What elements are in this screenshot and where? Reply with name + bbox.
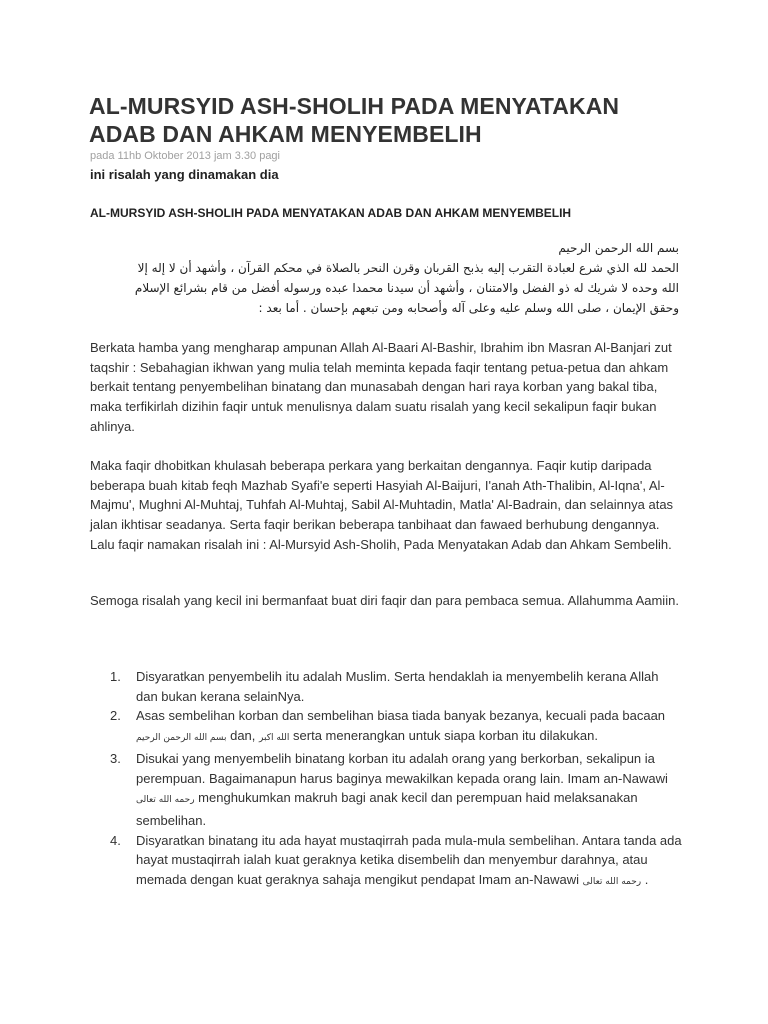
list-item	[90, 749, 682, 831]
subtitle: AL-MURSYID ASH-SHOLIH PADA MENYATAKAN ADAB DAN AHKAM MENYEMBELIH	[90, 206, 572, 220]
list-item	[90, 706, 682, 748]
paragraph-prayer: Semoga risalah yang kecil ini bermanfaat buat diri faqir dan para pembaca semua. Allahumma Aamiin.	[90, 593, 679, 608]
list-number: 2.	[110, 708, 121, 724]
list-item	[90, 667, 682, 706]
arabic-basmala: بسم الله الرحمن الرحيم	[558, 241, 679, 255]
list-text: Asas sembelihan korban dan sembelihan biasa tiada banyak bezanya, kecuali pada bacaan	[136, 708, 666, 724]
arabic-line: الله وحده لا شريك له ذو الفضل والامتنان ، وأشهد أن سيدنا محمدا عبده ورسوله أفضل من قام بشرائع الإسلام	[134, 281, 679, 295]
list-text: Disyaratkan penyembelih itu adalah Muslim. Serta hendaklah ia menyembelih kerana Allah dan bukan kerana selainNya.	[136, 669, 659, 704]
list-text: Disyaratkan binatang itu ada hayat mustaqirrah pada mula-mula sembelihan. Antara tanda ada hayat mustaqirrah ialah kuat geraknya ketika disembelih dan menyembur darahnya, atau memada dengan kuat geraknya sahaja mengikut pendapat Imam an-Nawawi	[136, 832, 682, 888]
arabic-line: وحقق الإيمان ، صلى الله وسلم عليه وعلى آله وأصحابه ومن تبعهم بإحسان . أما بعد :	[258, 301, 679, 315]
article-title: AL-MURSYID ASH-SHOLIH PADA MENYATAKAN ADAB DAN AHKAM MENYEMBELIH	[89, 93, 620, 147]
intro-line: ini risalah yang dinamakan dia	[90, 167, 279, 182]
paragraph-author: Berkata hamba yang mengharap ampunan Allah Al-Baari Al-Bashir, Ibrahim ibn Masran Al-Banjari zut taqshir : Sebahagian ikhwan yang mulia telah meminta kepada faqir tentang petua-petua dan ahkam berkait tentang penyembelihan binatang dan munasabah dengan hari raya korban yang bakal tiba, maka terfikirlah dizihin faqir untuk menulisnya dalam suatu risalah yang kecil sekalipun faqir bukan ahlinya.	[90, 340, 672, 434]
list-number: 3.	[110, 750, 121, 766]
arabic-inline: الله اكبر	[259, 733, 290, 744]
arabic-inline: رحمه الله تعالى	[582, 877, 642, 888]
arabic-inline: رحمه الله تعالى	[136, 795, 195, 806]
arabic-line: الحمد لله الذي شرع لعبادة التقرب إليه بذبح القربان وقرن النحر بالصلاة في محكم القرآن ، وأشهد أن لا إله إلا	[137, 261, 679, 275]
arabic-inline: بسم الله الرحمن الرحيم	[136, 733, 227, 744]
paragraph-sources: Maka faqir dhobitkan khulasah beberapa perkara yang berkaitan dengannya. Faqir kutip daripada beberapa buah kitab feqh Mazhab Syafi'e seperti Hasyiah Al-Baijuri, I'anah Ath-Thalibin, Al-Iqna', Al-Majmu', Mughni Al-Muhtaj, Tuhfah Al-Muhtaj, Sabil Al-Muhtadin, Matla' Al-Badrain, dan selainnya atas jalan ikhtisar seadanya. Serta faqir berikan beberapa tanbihaat dan fawaed berhubung dengannya. Lalu faqir namakan risalah ini : Al-Mursyid Ash-Sholih, Pada Menyatakan Adab dan Ahkam Sembelih.	[90, 458, 674, 552]
list-text: .	[644, 872, 649, 888]
list-number: 1.	[110, 669, 121, 684]
post-date: pada 11hb Oktober 2013 jam 3.30 pagi	[90, 150, 280, 162]
list-number: 4.	[110, 832, 121, 848]
list-item	[90, 831, 682, 893]
rules-list	[90, 667, 682, 893]
arabic-preface	[88, 238, 679, 318]
list-text: serta menerangkan untuk siapa korban itu dilakukan.	[293, 728, 598, 744]
list-text: dan,	[230, 728, 256, 744]
list-text: Disukai yang menyembelih binatang korban itu adalah orang yang berkorban, sekalipun ia perempuan. Bagaimanapun harus baginya mewakilkan kepada orang lain. Imam an-Nawawi	[136, 750, 668, 786]
list-text: menghukumkan makruh bagi anak kecil dan perempuan haid melaksanakan sembelihan.	[136, 790, 638, 828]
